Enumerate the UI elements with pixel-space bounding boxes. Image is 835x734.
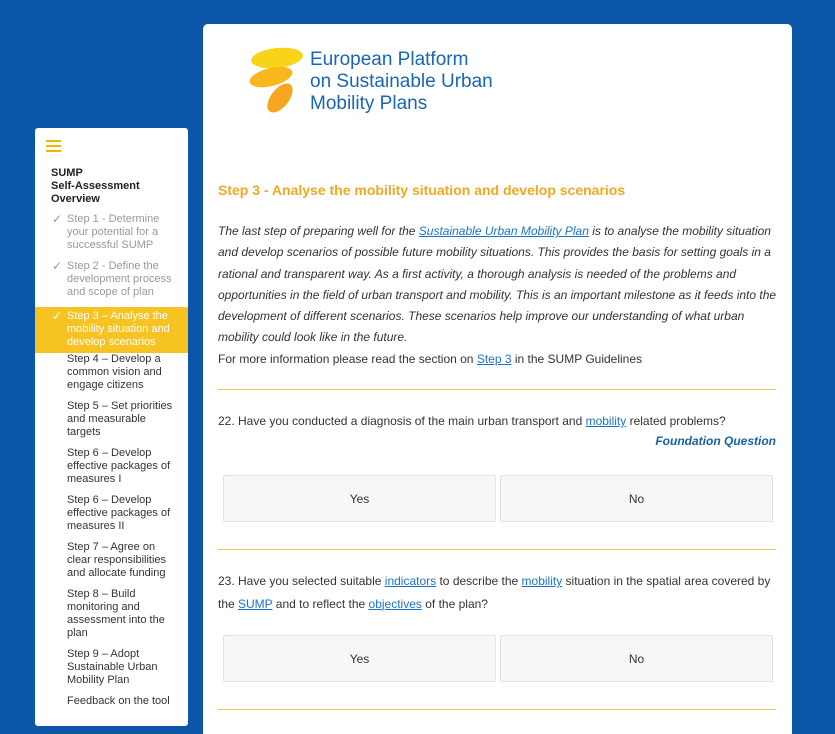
sidebar-item-step[interactable] <box>35 494 188 541</box>
step3-guidelines-link[interactable]: Step 3 <box>476 351 512 366</box>
mobility-link[interactable]: mobility <box>585 414 627 428</box>
indicators-link[interactable]: indicators <box>384 574 437 588</box>
sidebar-item-label: Step 1 - Determine your potential for a successful SUMP <box>67 213 160 251</box>
divider <box>218 709 776 710</box>
sidebar-nav <box>35 213 188 708</box>
sidebar-item-step[interactable] <box>35 648 188 695</box>
sidebar-item-step[interactable] <box>35 213 188 260</box>
question-23: 23. Have you selected suitable indicators to describe the mobility situation in the spatial area covered by the SUMP and to reflect the objectives of the plan? <box>218 574 771 611</box>
sump-link[interactable]: SUMP <box>238 596 273 611</box>
sidebar-item-label: Step 2 - Define the development process and scope of plan <box>67 260 172 298</box>
sidebar-item-label: Step 6 – Develop effective packages of measures I <box>67 447 171 485</box>
q23-yes-button[interactable]: Yes <box>223 635 496 682</box>
intro-text: The last step of preparing well for the Sustainable Urban Mobility Plan is to analyse the mobility situation and develop scenarios of possible future mobility situations. This provides the basis for setting goals in a rational and transparent way. As a first activity, a thorough analysis is needed of the problems and opportunities in the field of urban transport and mobility. This is an important milestone as it feeds into the development of different scenarios. These scenarios help improve our understanding of what urban mobility could look like in the future. For more information please read the section on Step 3 in the SUMP Guidelines <box>218 224 777 366</box>
checkmark-icon: ✓ <box>52 259 63 273</box>
foundation-question-badge: Foundation Question <box>655 434 776 448</box>
divider <box>218 389 776 390</box>
sidebar-item-label: Feedback on the tool <box>67 695 170 707</box>
sidebar-item-label: Step 7 – Agree on clear responsibilities and allocate funding <box>67 541 167 579</box>
sidebar-item-label: Step 9 – Adopt Sustainable Urban Mobility Plan <box>67 648 158 686</box>
q23-no-button[interactable]: No <box>500 635 773 682</box>
sidebar-item-label: Step 6 – Develop effective packages of measures II <box>67 494 171 532</box>
sidebar-item-step[interactable] <box>35 307 188 353</box>
sidebar-item-label: Step 5 – Set priorities and measurable targets <box>67 400 173 438</box>
sidebar-item-label: Step 3 – Analyse the mobility situation and develop scenarios <box>67 310 170 348</box>
checkmark-icon: ✓ <box>52 309 63 323</box>
mobility-link[interactable]: mobility <box>521 574 563 588</box>
objectives-link[interactable]: objectives <box>368 596 422 611</box>
platform-name: European Platform on Sustainable Urban Mobility Plans <box>310 49 493 114</box>
divider <box>218 549 776 550</box>
q22-no-button[interactable]: No <box>500 475 773 522</box>
sidebar-item-step[interactable] <box>35 447 188 494</box>
q22-yes-button[interactable]: Yes <box>223 475 496 522</box>
checkmark-icon: ✓ <box>52 212 63 226</box>
sump-link[interactable]: Sustainable Urban Mobility Plan <box>418 224 589 238</box>
question-22: 22. Have you conducted a diagnosis of the main urban transport and mobility related problems? <box>218 414 726 428</box>
sidebar-item-step[interactable] <box>35 353 188 400</box>
sidebar-item-step[interactable] <box>35 588 188 648</box>
platform-logo-icon <box>247 46 305 116</box>
sidebar-title: SUMP Self-Assessment Overview <box>51 167 140 205</box>
sidebar-item-label: Step 4 – Develop a common vision and engage citizens <box>67 353 162 391</box>
sidebar-item-step[interactable] <box>35 260 188 307</box>
page-title: Step 3 - Analyse the mobility situation and develop scenarios <box>218 182 626 198</box>
sidebar <box>35 128 188 726</box>
sidebar-item-step[interactable] <box>35 695 188 708</box>
sidebar-item-step[interactable] <box>35 400 188 447</box>
hamburger-menu-icon[interactable] <box>46 140 61 152</box>
sidebar-item-label: Step 8 – Build monitoring and assessment into the plan <box>67 588 165 639</box>
main-panel <box>203 24 792 734</box>
sidebar-item-step[interactable] <box>35 541 188 588</box>
